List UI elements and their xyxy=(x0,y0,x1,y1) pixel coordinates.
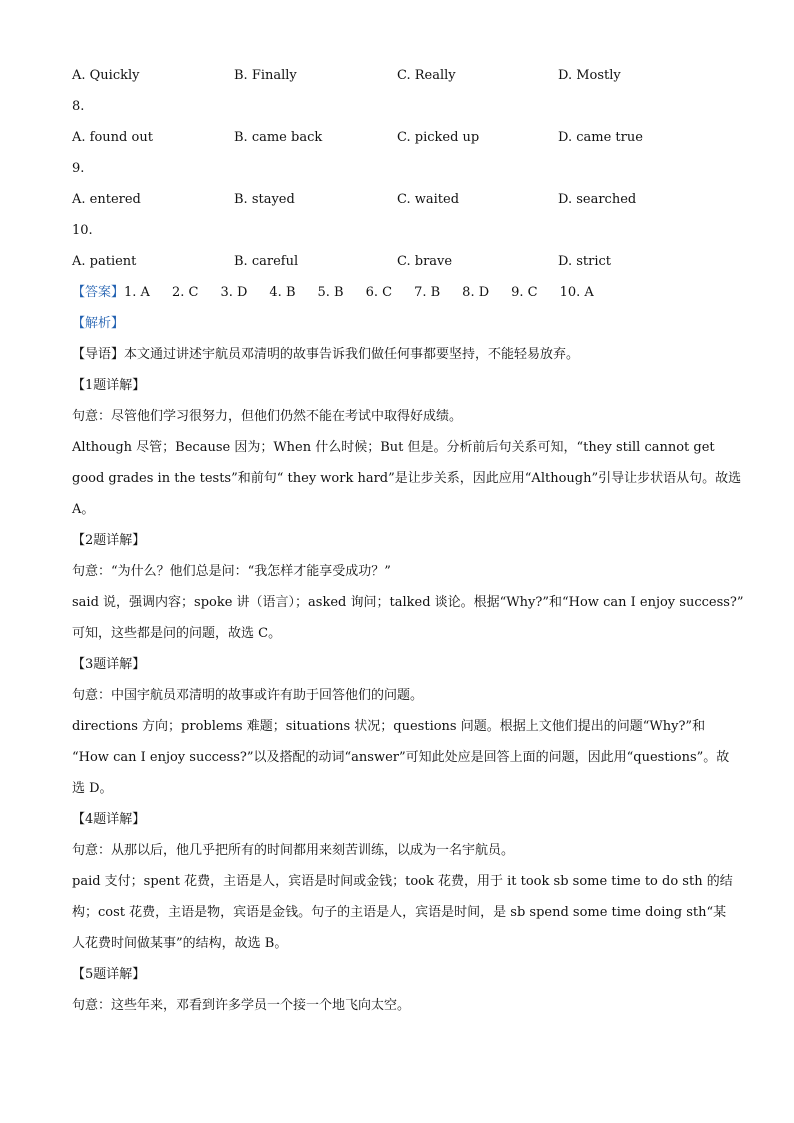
detail-3-heading: 【3题详解】 xyxy=(72,657,146,672)
analysis-tag: 【解析】 xyxy=(72,316,125,331)
detail-3-line: 选 D。 xyxy=(72,781,113,796)
detail-1-line: A。 xyxy=(72,502,95,517)
q9-option-a: A. entered xyxy=(72,192,141,207)
q10-option-c: C. brave xyxy=(397,254,453,269)
answer-item: 6. C xyxy=(365,285,393,300)
q10-number: 10. xyxy=(72,223,93,238)
q8-option-b: B. came back xyxy=(234,130,323,145)
q8-options xyxy=(72,124,728,155)
q7-option-d: D. Mostly xyxy=(558,68,621,83)
detail-4-line: 构；cost 花费，主语是物，宾语是金钱。句子的主语是人，宾语是时间，是 sb spend some time doing sth“某 xyxy=(72,905,727,920)
q8-option-c: C. picked up xyxy=(397,130,480,145)
q9-option-b: B. stayed xyxy=(234,192,295,207)
answer-item: 8. D xyxy=(462,285,490,300)
detail-4-line: 人花费时间做某事”的结构，故选 B。 xyxy=(72,936,288,951)
detail-4-heading: 【4题详解】 xyxy=(72,812,146,827)
q9-number: 9. xyxy=(72,161,85,176)
q8-option-a: A. found out xyxy=(72,130,153,145)
q7-option-b: B. Finally xyxy=(234,68,297,83)
detail-5-heading: 【5题详解】 xyxy=(72,967,146,982)
q9-option-c: C. waited xyxy=(397,192,460,207)
detail-2-line: 可知，这些都是问的问题，故选 C。 xyxy=(72,626,282,641)
q9-option-d: D. searched xyxy=(558,192,637,207)
q10-options xyxy=(72,248,728,279)
answer-line xyxy=(72,279,728,310)
q7-options xyxy=(72,62,728,93)
answer-item: 7. B xyxy=(414,285,441,300)
q8-number: 8. xyxy=(72,99,85,114)
detail-2-line: said 说，强调内容；spoke 讲（语言）；asked 询问；talked 谈论。根据“Why?”和“How can I enjoy success?” xyxy=(72,595,744,610)
detail-1-line: good grades in the tests”和前句“ they work hard”是让步关系，因此应用“Although”引导让步状语从句。故选 xyxy=(72,471,742,486)
answer-tag: 【答案】 xyxy=(72,285,125,300)
answer-item: 10. A xyxy=(559,285,594,300)
q10-option-a: A. patient xyxy=(72,254,137,269)
detail-1-heading: 【1题详解】 xyxy=(72,378,146,393)
detail-2-meaning: 句意：“为什么？他们总是问：“我怎样才能享受成功？” xyxy=(72,564,391,579)
answer-item: 4. B xyxy=(269,285,296,300)
detail-3-line: “How can I enjoy success?”以及搭配的动词“answer”可知此处应是回答上面的问题，因此用“questions”。故 xyxy=(72,750,730,765)
intro-text: 【导语】本文通过讲述宇航员邓清明的故事告诉我们做任何事都要坚持，不能轻易放弃。 xyxy=(72,347,580,362)
q10-option-b: B. careful xyxy=(234,254,299,269)
q7-option-c: C. Really xyxy=(397,68,456,83)
answer-item: 9. C xyxy=(511,285,538,300)
q7-option-a: A. Quickly xyxy=(72,68,140,83)
detail-5-meaning: 句意：这些年来，邓看到许多学员一个接一个地飞向太空。 xyxy=(72,998,411,1013)
detail-4-meaning: 句意：从那以后，他几乎把所有的时间都用来刻苦训练，以成为一名宇航员。 xyxy=(72,843,515,858)
detail-1-line: Although 尽管；Because 因为；When 什么时候；But 但是。分析前后句关系可知，“they still cannot get xyxy=(72,440,715,455)
answer-item: 5. B xyxy=(317,285,344,300)
detail-1-meaning: 句意：尽管他们学习很努力，但他们仍然不能在考试中取得好成绩。 xyxy=(72,409,463,424)
detail-3-meaning: 句意：中国宇航员邓清明的故事或许有助于回答他们的问题。 xyxy=(72,688,424,703)
detail-3-line: directions 方向；problems 难题；situations 状况；questions 问题。根据上文他们提出的问题“Why?”和 xyxy=(72,719,706,734)
answer-item: 2. C xyxy=(171,285,199,300)
detail-4-line: paid 支付；spent 花费，主语是人，宾语是时间或金钱；took 花费，用于 it took sb some time to do sth 的结 xyxy=(72,874,733,889)
q8-option-d: D. came true xyxy=(558,130,643,145)
q9-options xyxy=(72,186,728,217)
document-page xyxy=(72,62,744,1023)
detail-2-heading: 【2题详解】 xyxy=(72,533,146,548)
q10-option-d: D. strict xyxy=(558,254,611,269)
answer-item: 1. A xyxy=(124,285,150,300)
answer-item: 3. D xyxy=(220,285,248,300)
